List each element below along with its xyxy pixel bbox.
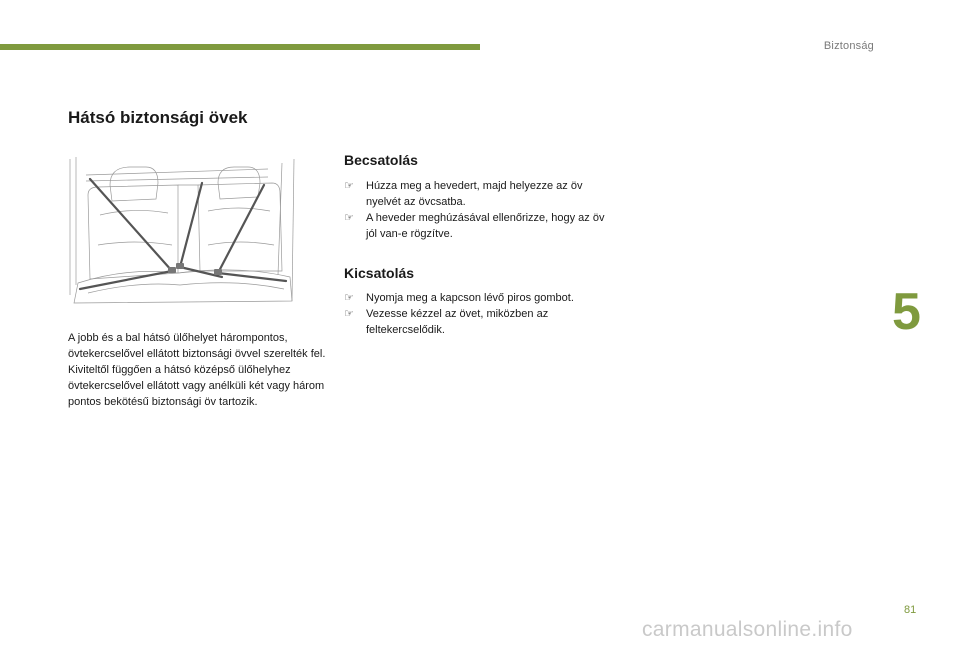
- fastening-heading: Becsatolás: [344, 152, 418, 168]
- fastening-steps: [344, 178, 614, 242]
- pointing-hand-icon: ☞: [344, 308, 354, 320]
- step-text: Vezesse kézzel az övet, miközben az feltekercselődik.: [366, 308, 549, 336]
- pointing-hand-icon: ☞: [344, 212, 354, 224]
- list-item: [344, 306, 614, 338]
- header-accent-bar: [0, 44, 480, 50]
- page-number: 81: [904, 604, 917, 616]
- section-name: Biztonság: [823, 40, 874, 52]
- pointing-hand-icon: ☞: [344, 180, 354, 192]
- page-title: Hátsó biztonsági övek: [68, 108, 248, 127]
- rear-seat-belts-illustration: [68, 155, 300, 305]
- unfastening-steps: [344, 290, 614, 338]
- list-item: [344, 178, 614, 210]
- step-text: Nyomja meg a kapcson lévő piros gombot.: [366, 292, 574, 304]
- list-item: [344, 210, 614, 242]
- step-text: A heveder meghúzásával ellenőrizze, hogy az öv jól van-e rögzítve.: [366, 212, 605, 240]
- pointing-hand-icon: ☞: [344, 292, 354, 304]
- unfastening-heading: Kicsatolás: [344, 265, 415, 281]
- list-item: [344, 290, 614, 306]
- intro-paragraph: A jobb és a bal hátsó ülőhelyet hárompontos, övtekercselővel ellátott biztonsági övvel szerelték fel.: [68, 332, 326, 360]
- chapter-number: 5: [892, 283, 921, 341]
- watermark: carmanualsonline.info: [642, 618, 853, 641]
- intro-text: [68, 330, 328, 410]
- step-text: Húzza meg a hevedert, majd helyezze az öv nyelvét az övcsatba.: [366, 180, 583, 208]
- intro-paragraph: Kiviteltől függően a hátsó középső ülőhelyhez övtekercselővel ellátott vagy anélküli két vagy három pontos bekötésű biztonsági öv tartozik.: [68, 364, 325, 408]
